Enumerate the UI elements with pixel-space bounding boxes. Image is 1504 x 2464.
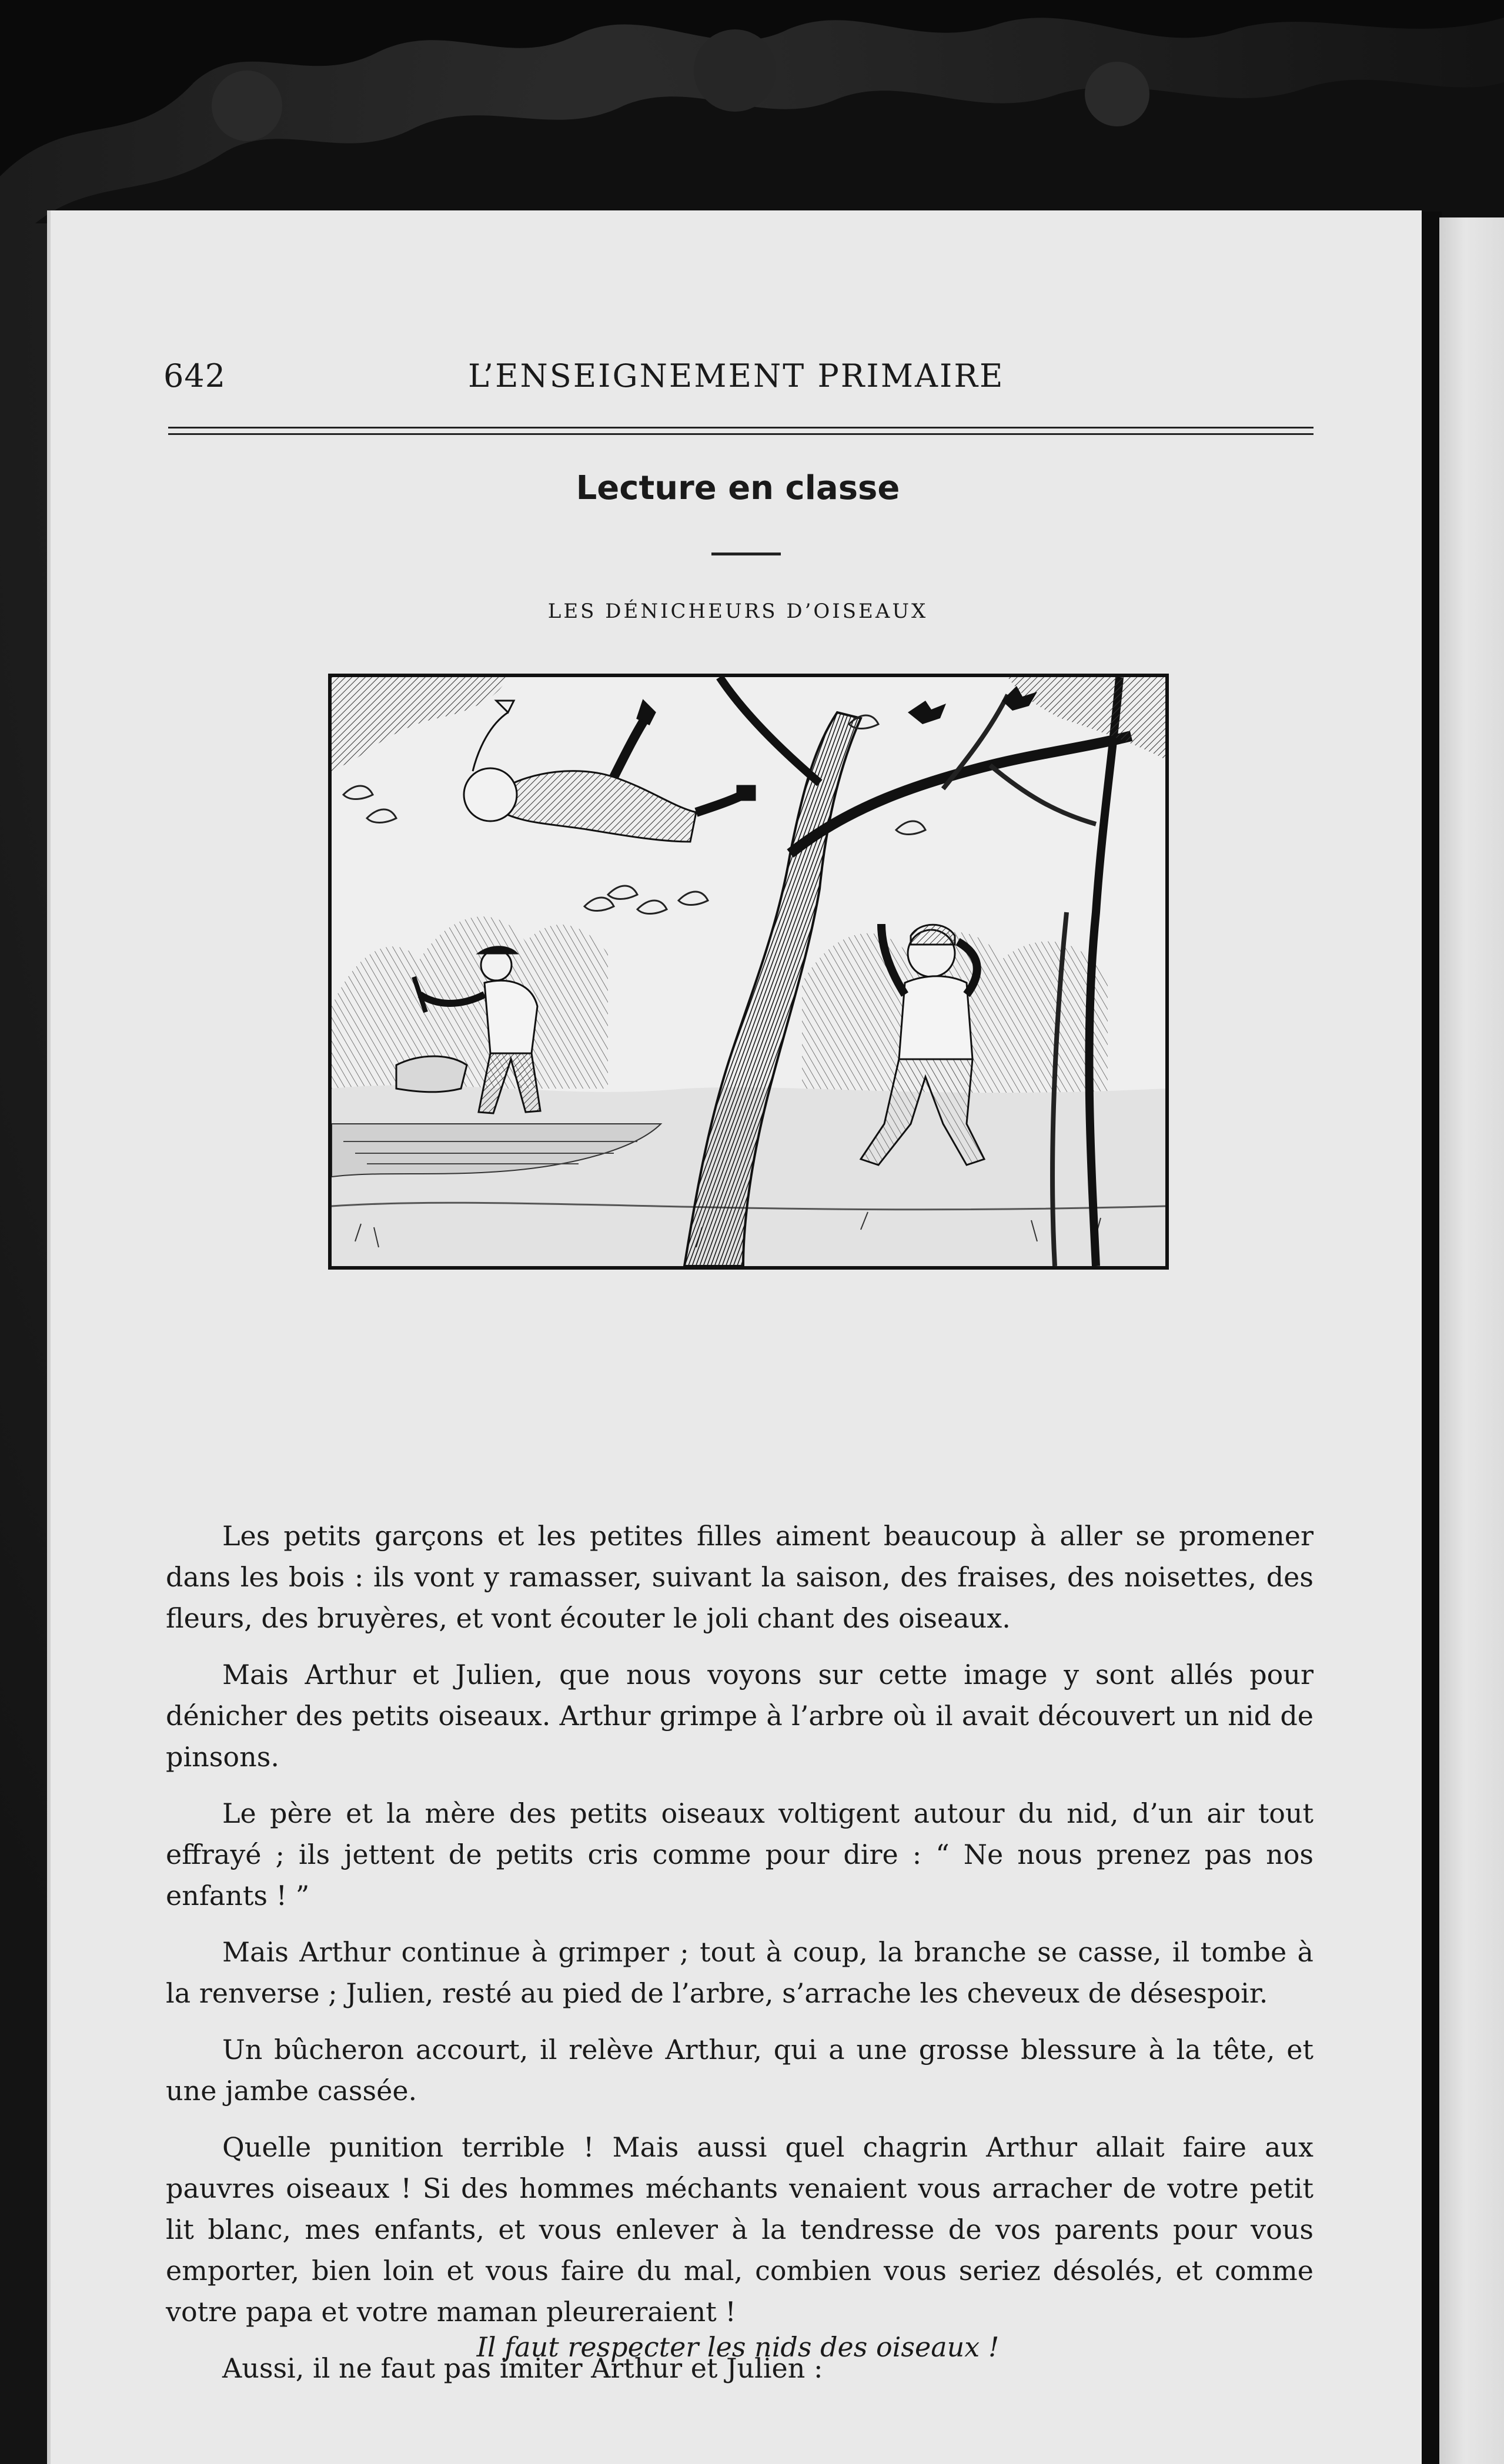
section-title: Lecture en classe: [576, 469, 900, 507]
paragraph: Les petits garçons et les petites filles aiment beaucoup à aller se promener dans les bois : ils vont y ramasser, suivant la saison, des fraises, des noisettes, des fleurs, des bruyères, et vont écouter le joli chant des oiseaux.: [166, 1520, 1314, 1634]
page-gutter: [1422, 212, 1442, 2464]
paragraph: Aussi, il ne faut pas imiter Arthur et Julien :: [222, 2352, 823, 2384]
paragraph: Le père et la mère des petits oiseaux voltigent autour du nid, d’un air tout effrayé ; ils jettent de petits cris comme pour dire : “ Ne nous prenez pas nos enfants ! ”: [166, 1797, 1314, 1911]
background-foliage: [0, 0, 1504, 223]
story-title: LES DÉNICHEURS D’OISEAUX: [547, 600, 928, 623]
paragraph: Un bûcheron accourt, il relève Arthur, qui a une grosse blessure à la tête, et une jambe cassée.: [166, 2034, 1314, 2107]
header-double-rule: [168, 427, 1314, 435]
paragraph: Mais Arthur et Julien, que nous voyons sur cette image y sont allés pour dénicher des petits oiseaux. Arthur grimpe à l’arbre où il avait découvert un nid de pinsons.: [166, 1659, 1314, 1773]
page-number: 642: [163, 357, 226, 394]
paragraph: Mais Arthur continue à grimper ; tout à coup, la branche se casse, il tombe à la renverse ; Julien, resté au pied de l’arbre, s’arrache les cheveux de désespoir.: [166, 1936, 1314, 2009]
article-body: [166, 1515, 1314, 2404]
running-head: L’ENSEIGNEMENT PRIMAIRE: [468, 357, 1005, 394]
moral-line: Il faut respecter les nids des oiseaux !: [476, 2331, 1000, 2363]
illustration-engraving: [328, 674, 1169, 1270]
title-rule: [711, 553, 781, 555]
book-page: [47, 210, 1422, 2464]
paragraph: Quelle punition terrible ! Mais aussi quel chagrin Arthur allait faire aux pauvres oiseaux ! Si des hommes méchants venaient vous arracher de votre petit lit blanc, mes enfants, et vous enlever à la tendresse de vos parents pour vous emporter, bien loin et vous faire du mal, combien vous seriez désolés, et comme votre papa et votre maman pleureraient !: [166, 2131, 1314, 2328]
adjacent-page-edge: [1439, 217, 1504, 2464]
engraving-drawing: [332, 677, 1165, 1266]
